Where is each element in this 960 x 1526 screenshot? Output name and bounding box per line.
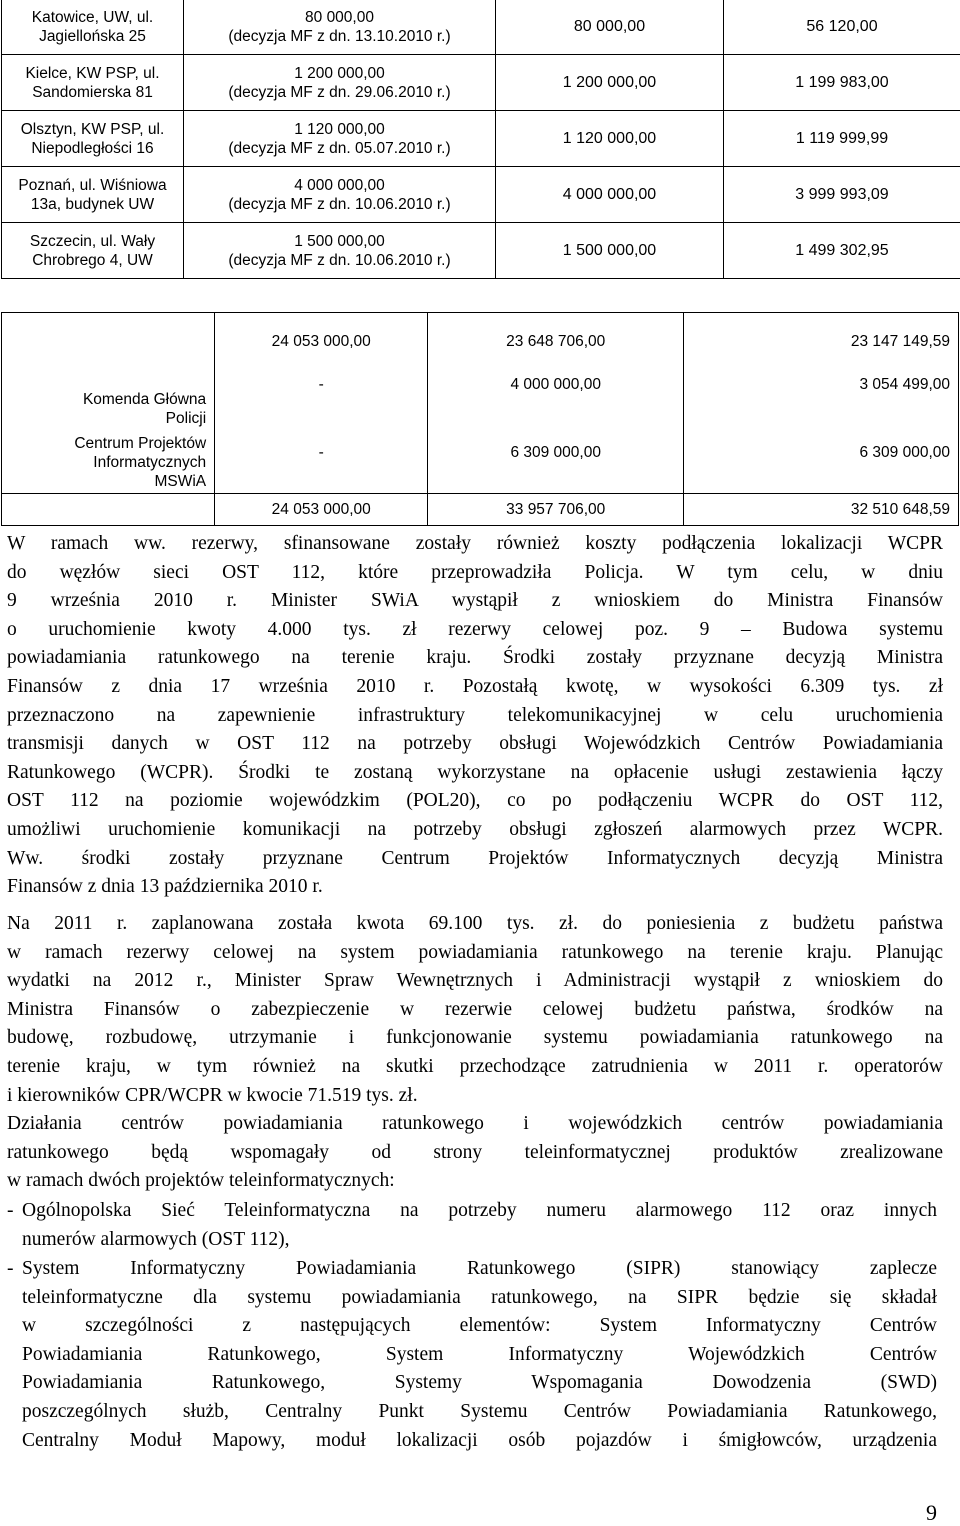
bullet-dash: - [7, 1200, 14, 1221]
row1-c2: 4 000 000,00 [510, 376, 601, 393]
paragraph-projects-intro [7, 1110, 943, 1196]
bullet-text-line: Ogólnopolska Sieć Teleinformatyczna na potrzeby numeru alarmowego 112 oraz innych [22, 1200, 937, 1221]
location-cell-line: Katowice, UW, ul. [31, 8, 154, 26]
location-cell-line: Chrobrego 4, UW [32, 251, 153, 269]
col3-cell [684, 313, 959, 494]
subtotal-c3: 23 147 149,59 [850, 333, 950, 350]
paragraph-budget-reserve [7, 530, 943, 902]
location-cell-line: Poznań, ul. Wiśniowa [18, 176, 167, 194]
subtotal-c2: 23 648 706,00 [506, 333, 606, 350]
decision-cell-line: 1 200 000,00 [294, 64, 385, 82]
total-c1: 24 053 000,00 [215, 494, 428, 526]
text-line: i kierowników CPR/WCPR w kwocie 71.519 tys. zł. [7, 1084, 418, 1106]
decision-cell-line: (decyzja MF z dn. 29.06.2010 r.) [228, 83, 451, 101]
text-line: Finansów z dnia 13 października 2010 r. [7, 876, 323, 898]
location-cell [2, 0, 184, 55]
text-line: Na 2011 r. zaplanowana została kwota 69.100 tys. zł. do poniesienia z budżetu państwa [7, 913, 943, 934]
spent-cell [724, 167, 960, 223]
decision-cell-line: 1 500 000,00 [294, 232, 385, 250]
text-line: transmisji danych w OST 112 na potrzeby obsługi Wojewódzkich Centrów Powiadamiania [7, 733, 943, 755]
text-line: terenie kraju, w tym również na skutki przechodzące zatrudnienia w 2011 r. operatorów [7, 1055, 943, 1077]
decision-cell-line: 1 120 000,00 [294, 120, 385, 138]
bullet-text-line: Powiadamiania Ratunkowego, System Informatyczny Wojewódzkich Centrów [22, 1343, 937, 1365]
bullet-text-line: teleinformatyczne dla systemu powiadamiania ratunkowego, na SIPR będzie się składał [22, 1286, 937, 1308]
bullet-text-line: Centralny Moduł Mapowy, moduł lokalizacji osób pojazdów i śmigłowców, urządzenia [22, 1429, 937, 1451]
decision-cell [184, 55, 496, 111]
spent-cell [724, 0, 960, 55]
decision-cell-line: 80 000,00 [305, 8, 374, 26]
bullet-text-line: System Informatyczny Powiadamiania Ratunkowego (SIPR) stanowiący zaplecze [22, 1258, 937, 1279]
spent-cell [724, 111, 960, 167]
text-line: Ratunkowego (WCPR). Środki te zostaną wykorzystane na opłacenie usługi zestawienia łączy [7, 761, 943, 783]
name-line: MSWiA [154, 473, 207, 490]
spent-cell-line: 56 120,00 [806, 18, 878, 35]
amount-cell [496, 223, 724, 279]
text-line: W ramach ww. rezerwy, sfinansowane zostały również koszty podłączenia lokalizacji WCPR [7, 533, 943, 554]
decision-cell-line: (decyzja MF z dn. 10.06.2010 r.) [228, 195, 451, 213]
name-line: Policji [165, 410, 207, 427]
row1-c1: - [318, 376, 324, 393]
text-line: OST 112 na poziomie wojewódzkim (POL20), co po podłączeniu WCPR do OST 112, [7, 790, 943, 812]
amount-cell [496, 167, 724, 223]
location-row [2, 111, 960, 167]
text-line: Ministra Finansów o zabezpieczenie w rezerwie celowej budżetu państwa, środków na [7, 998, 943, 1020]
amount-cell-line: 1 500 000,00 [562, 242, 657, 259]
location-cell [2, 223, 184, 279]
decision-cell [184, 167, 496, 223]
location-cell-line: Niepodległości 16 [31, 139, 154, 157]
total-c2: 33 957 706,00 [428, 494, 684, 526]
text-line: wydatki na 2012 r., Minister Spraw Wewnętrznych i Administracji wystąpił z wnioskiem do [7, 970, 943, 992]
text-line: przeznaczono na zapewnienie infrastruktury telekomunikacyjnej w celu uruchomienia [7, 704, 943, 726]
text-line: ratunkowego będą wspomagały od strony teleinformatycznej produktów zrealizowane [7, 1141, 943, 1163]
text-line: Ww. środki zostały przyznane Centrum Projektów Informatycznych decyzją Ministra [7, 847, 943, 869]
bullet-text-line: numerów alarmowych (OST 112), [22, 1228, 290, 1250]
spent-cell-line: 1 119 999,99 [795, 130, 889, 147]
location-cell [2, 111, 184, 167]
text-line: w ramach dwóch projektów teleinformatycznych: [7, 1170, 395, 1192]
text-line: o uruchomienie kwoty 4.000 tys. zł rezerwy celowej poz. 9 – Budowa systemu [7, 618, 943, 640]
text-line: 9 września 2010 r. Minister SWiA wystąpił z wnioskiem do Ministra Finansów [7, 590, 943, 612]
location-row [2, 167, 960, 223]
text-line: budowę, rozbudowę, utrzymanie i funkcjonowanie systemu powiadamiania ratunkowego na [7, 1027, 943, 1049]
total-label-cell [2, 494, 215, 526]
summary-table [1, 312, 959, 526]
name-line: Komenda Główna [82, 391, 207, 408]
decision-cell [184, 0, 496, 55]
text-line: umożliwi uruchomienie komunikacji na potrzeby obsługi zgłoszeń alarmowych przez WCPR. [7, 818, 943, 840]
spent-cell-line: 3 999 993,09 [795, 186, 889, 203]
bullet-ost112 [7, 1197, 937, 1254]
decision-cell [184, 111, 496, 167]
decision-cell-line: (decyzja MF z dn. 10.06.2010 r.) [228, 251, 451, 269]
spent-cell-line: 1 499 302,95 [795, 242, 889, 259]
text-line: Działania centrów powiadamiania ratunkowego i wojewódzkich centrów powiadamiania [7, 1113, 943, 1134]
bullet-sipr [7, 1255, 937, 1455]
amount-cell-line: 1 200 000,00 [562, 74, 657, 91]
decision-cell [184, 223, 496, 279]
location-row [2, 55, 960, 111]
location-cell-line: 13a, budynek UW [30, 195, 155, 213]
row1-c3: 3 054 499,00 [859, 376, 950, 393]
row2-c1: - [318, 444, 324, 461]
amount-cell-line: 80 000,00 [573, 18, 646, 35]
amount-cell [496, 111, 724, 167]
paragraph-2011-plan [7, 910, 943, 1110]
row2-c2: 6 309 000,00 [510, 444, 601, 461]
location-cell [2, 167, 184, 223]
bullet-text-line: w szczególności z następujących elementów: System Informatyczny Centrów [22, 1315, 937, 1337]
decision-cell-line: (decyzja MF z dn. 13.10.2010 r.) [228, 27, 451, 45]
amount-cell [496, 0, 724, 55]
names-cell [2, 313, 215, 494]
subtotal-c1: 24 053 000,00 [271, 333, 371, 350]
decision-cell-line: (decyzja MF z dn. 05.07.2010 r.) [228, 139, 451, 157]
bullet-text-line: Powiadamiania Ratunkowego, Systemy Wspomagania Dowodzenia (SWD) [22, 1372, 937, 1394]
total-row [2, 494, 959, 526]
location-row [2, 0, 960, 55]
text-line: do węzłów sieci OST 112, które przeprowadziła Policja. W tym celu, w dniu [7, 561, 943, 583]
page-number: 9 [926, 1500, 937, 1525]
bullet-dash: - [7, 1258, 14, 1279]
spent-cell [724, 55, 960, 111]
text-line: Finansów z dnia 17 września 2010 r. Pozostałą kwotę, w wysokości 6.309 tys. zł [7, 675, 943, 697]
text-line: w ramach rezerwy celowej na system powiadamiania ratunkowego na terenie kraju. Planując [7, 941, 943, 963]
location-cell-line: Olsztyn, KW PSP, ul. [20, 120, 165, 138]
spent-cell-line: 1 199 983,00 [795, 74, 889, 91]
bullet-text-line: poszczególnych służb, Centralny Punkt Systemu Centrów Powiadamiania Ratunkowego, [22, 1400, 937, 1422]
location-cell [2, 55, 184, 111]
row2-c3: 6 309 000,00 [859, 444, 950, 461]
spent-cell [724, 223, 960, 279]
name-line: Centrum Projektów [74, 435, 207, 452]
location-row [2, 223, 960, 279]
name-line: Informatycznych [93, 454, 207, 471]
locations-table [1, 0, 960, 279]
location-cell-line: Jagiellońska 25 [39, 27, 146, 45]
col1-cell [215, 313, 428, 494]
amount-cell [496, 55, 724, 111]
total-c3: 32 510 648,59 [684, 494, 959, 526]
decision-cell-line: 4 000 000,00 [294, 176, 385, 194]
col2-cell [428, 313, 684, 494]
location-cell-line: Szczecin, ul. Wały [29, 232, 156, 250]
amount-cell-line: 1 120 000,00 [562, 130, 657, 147]
location-cell-line: Sandomierska 81 [32, 83, 153, 101]
amount-cell-line: 4 000 000,00 [562, 186, 657, 203]
location-cell-line: Kielce, KW PSP, ul. [25, 64, 160, 82]
text-line: powiadamiania ratunkowego na terenie kraju. Środki zostały przyznane decyzją Ministra [7, 647, 943, 669]
